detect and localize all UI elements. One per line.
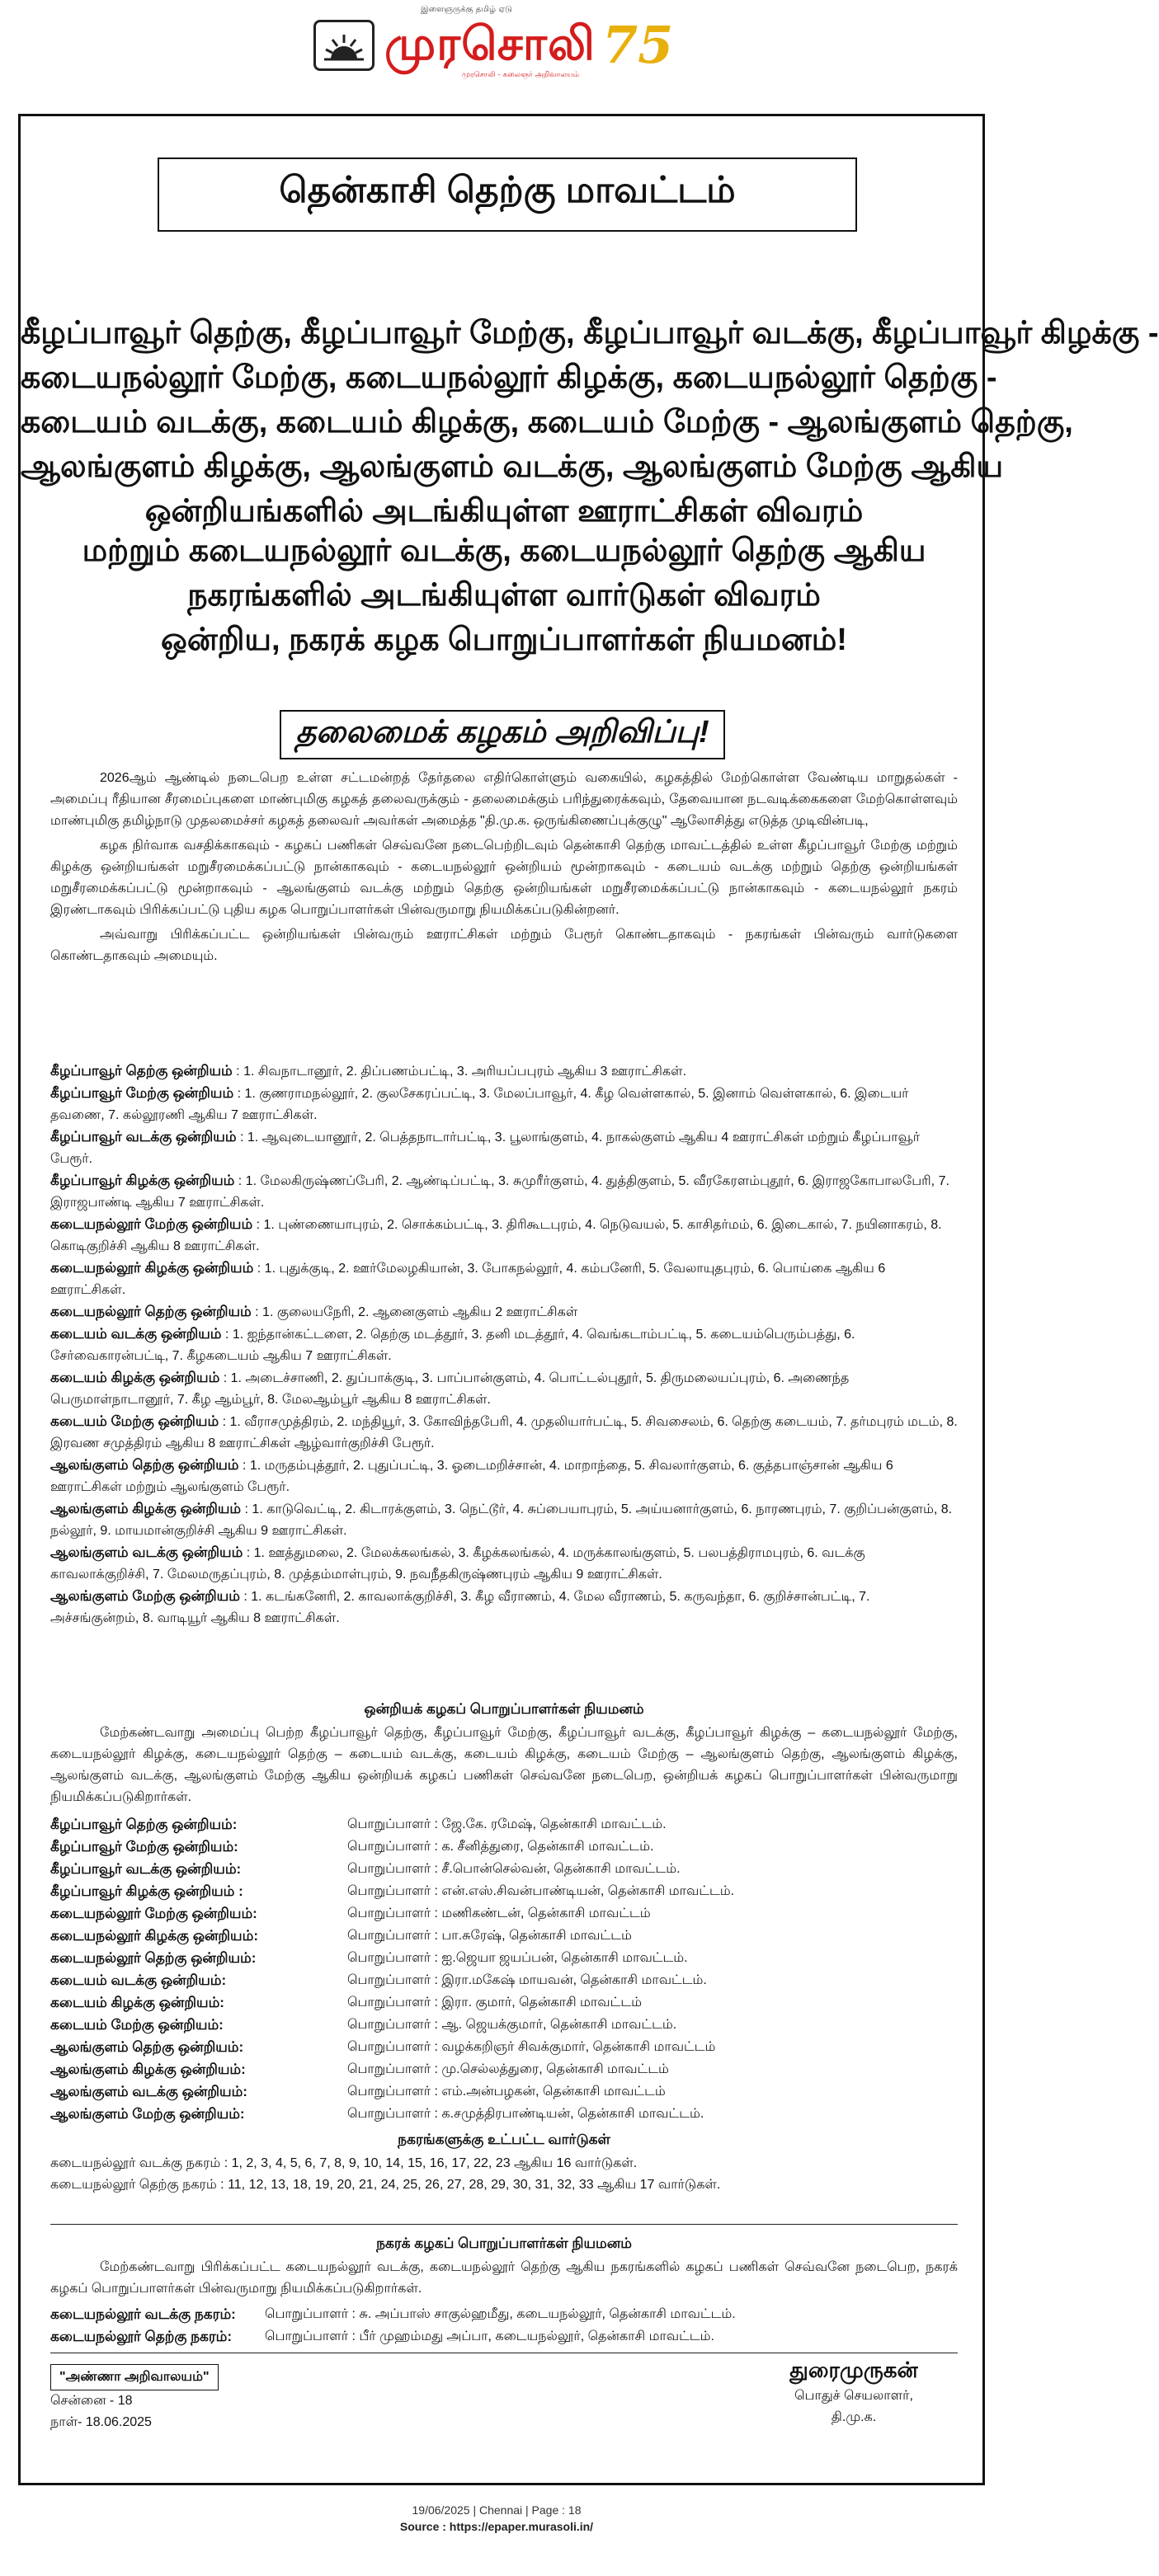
- appointment-person: பொறுப்பாளர் : இரா.மகேஷ் மாயவன், தென்காசி மாவட்டம்.: [347, 1973, 707, 1987]
- masthead-tagline: இளைஞருக்கு தமிழ் ஏடு: [421, 5, 512, 14]
- union-appointments-intro: மேற்கண்டவாறு அமைப்பு பெற்ற கீழப்பாவூர் தெற்கு, கீழப்பாவூர் மேற்கு, கீழப்பாவூர் வடக்கு, கீழப்பாவூர் கிழக்கு – கடையநல்லூர் மேற்கு, கடையநல்லூர் கிழக்கு, கடையநல்லூர் தெற்கு – கடையம் வடக்கு, கடையம் கிழக்கு, கடையம் மேற்கு – ஆலங்குளம் தெற்கு, ஆலங்குளம் கிழக்கு, ஆலங்குளம் வடக்கு, ஆலங்குளம் மேற்கு ஆகிய ஒன்றியக் கழகப் பணிகள் செவ்வனே நடைபெற, ஒன்றியக் கழகப் பொறுப்பாளர்கள் பின்வருமாறு நியமிக்கப்படுகிறார்கள்.: [50, 1726, 958, 1804]
- appointment-row: [50, 1836, 958, 1858]
- union-name: கடையநல்லூர் மேற்கு ஒன்றியம்: [50, 1216, 253, 1232]
- headline-line: ஆலங்குளம் கிழக்கு, ஆலங்குளம் வடக்கு, ஆலங்குளம் மேற்கு ஆகிய: [21, 449, 1004, 484]
- union-appointments-title: ஒன்றியக் கழகப் பொறுப்பாளர்கள் நியமனம்: [364, 1701, 644, 1717]
- appointment-union: கீழப்பாவூர் கிழக்கு ஒன்றியம் :: [50, 1883, 243, 1899]
- union-panchayats: : 1. வீராசமுத்திரம், 2. மந்தியூர், 3. கோவிந்தபேரி, 4. முதலியார்பட்டி, 5. சிவசைலம், 6. தெற்கு கடையம், 7. தர்மபுரம் மடம், 8. இரவண சமுத்திரம் ஆகிய 8 ஊராட்சிகள் ஆழ்வார்குறிச்சி பேரூர்.: [50, 1415, 958, 1450]
- union-name: ஆலங்குளம் வடக்கு ஒன்றியம்: [50, 1544, 243, 1560]
- source-link[interactable]: Source : https://epaper.murasoli.in/: [399, 2520, 594, 2533]
- union-entry: [50, 1170, 958, 1214]
- appointment-union: ஆலங்குளம் வடக்கு ஒன்றியம்:: [50, 2084, 247, 2099]
- union-name: கீழப்பாவூர் வடக்கு ஒன்றியம்: [50, 1129, 237, 1145]
- appointment-person: பொறுப்பாளர் : பா.சுரேஷ், தென்காசி மாவட்டம்: [347, 1929, 632, 1943]
- appointment-row: [50, 2303, 958, 2325]
- union-appointments-list: [50, 1813, 958, 2125]
- town-appointments-list: [50, 2303, 958, 2348]
- union-panchayats: : 1. சிவநாடானூர், 2. திப்பணம்பட்டி, 3. அரியப்பபுரம் ஆகிய 3 ஊராட்சிகள்.: [232, 1065, 687, 1079]
- union-panchayats: : 1. அடைச்சாணி, 2. துப்பாக்குடி, 3. பாப்பான்குளம், 4. பொட்டல்புதூர், 5. திருமலையப்புரம், 6. அணைந்த பெருமாள்நாடானூர், 7. கீழ ஆம்பூர், 8. மேலஆம்பூர் ஆகிய 8 ஊராட்சிகள்.: [50, 1371, 850, 1407]
- logo-subtitle: முரசொலி - கலைஞர் அறிவாலயம்: [462, 71, 579, 79]
- appointment-person: பொறுப்பாளர் : க. சீனித்துரை, தென்காசி மாவட்டம்.: [347, 1840, 654, 1854]
- appointment-town: கடையநல்லூர் வடக்கு நகரம்:: [50, 2306, 236, 2322]
- union-panchayat-list: [50, 1060, 958, 1629]
- appointment-row: [50, 2058, 958, 2080]
- appointment-union: ஆலங்குளம் தெற்கு ஒன்றியம்:: [50, 2039, 244, 2055]
- union-name: கீழப்பாவூர் தெற்கு ஒன்றியம்: [50, 1063, 233, 1079]
- town-appointments-intro-block: [50, 2257, 958, 2303]
- ward-list: [50, 2153, 958, 2196]
- union-entry: [50, 1367, 958, 1411]
- union-panchayats: : 1. புதுக்குடி, 2. ஊர்மேலழகியான், 3. போகநல்லூர், 4. கம்பனேரி, 5. வேலாயுதபுரம், 6. பொய்கை ஆகிய 6 ஊராட்சிகள்.: [50, 1262, 886, 1297]
- union-name: கடையநல்லூர் கிழக்கு ஒன்றியம்: [50, 1260, 254, 1276]
- headline-towns: [21, 529, 987, 662]
- appointment-person: பொறுப்பாளர் : மணிகண்டன், தென்காசி மாவட்டம்: [347, 1906, 651, 1920]
- headline-unions: [21, 311, 1159, 534]
- appointment-person: பொறுப்பாளர் : என்.எஸ்.சிவன்பாண்டியன், தென்காசி மாவட்டம்.: [347, 1884, 735, 1898]
- appointment-union: கடையம் கிழக்கு ஒன்றியம்:: [50, 1995, 224, 2010]
- wards-title: நகரங்களுக்கு உட்பட்ட வார்டுகள்: [398, 2132, 610, 2147]
- headline-line: நகரங்களில் அடங்கியுள்ள வார்டுகள் விவரம்: [187, 578, 821, 613]
- ward-entry: கடையநல்லூர் வடக்கு நகரம் : 1, 2, 3, 4, 5, 6, 7, 8, 9, 10, 14, 15, 16, 17, 22, 23 ஆகிய 16 வார்டுகள்.: [50, 2156, 638, 2170]
- appointment-row: [50, 1991, 958, 2014]
- intro-paragraph: அவ்வாறு பிரிக்கப்பட்ட ஒன்றியங்கள் பின்வரும் ஊராட்சிகள் மற்றும் பேரூர் கொண்டதாகவும் - நகரங்கள் பின்வரும் வார்டுகளை கொண்டதாகவும் அமையும்.: [50, 928, 958, 963]
- intro-section: [50, 768, 958, 971]
- union-entry: [50, 1126, 958, 1170]
- union-entry: [50, 1083, 958, 1126]
- appointment-town: கடையநல்லூர் தெற்கு நகரம்:: [50, 2329, 233, 2344]
- appointment-row: [50, 1858, 958, 1880]
- anniversary-number: 75: [602, 15, 674, 75]
- appointment-union: கடையநல்லூர் தெற்கு ஒன்றியம்:: [50, 1950, 257, 1966]
- appointment-row: [50, 2014, 958, 2036]
- union-panchayats: : 1. காடுவெட்டி, 2. கிடாரக்குளம், 3. நெட்டூர், 4. சுப்பையாபுரம், 5. அய்யனார்குளம், 6. நாரணபுரம், 7. குறிப்பன்குளம், 8. நல்லூர், 9. மாயமான்குறிச்சி ஆகிய 9 ஊராட்சிகள்.: [50, 1502, 953, 1538]
- announcement-frame: [18, 114, 1159, 2485]
- page-info: 19/06/2025 | Chennai | Page : 18: [412, 2503, 582, 2517]
- headline-line: மற்றும் கடையநல்லூர் வடக்கு, கடையநல்லூர் தெற்கு ஆகிய: [82, 534, 926, 568]
- union-entry: [50, 1455, 958, 1498]
- appointment-row: [50, 1902, 958, 1925]
- union-entry: [50, 1323, 958, 1367]
- union-entry: [50, 1257, 958, 1301]
- appointment-union: கடையம் வடக்கு ஒன்றியம்:: [50, 1972, 227, 1988]
- appointment-person: பொறுப்பாளர் : சீ.பொன்செல்வன், தென்காசி மாவட்டம்.: [347, 1862, 681, 1876]
- appointment-union: கீழப்பாவூர் மேற்கு ஒன்றியம்:: [50, 1839, 238, 1854]
- union-name: ஆலங்குளம் மேற்கு ஒன்றியம்: [50, 1588, 240, 1604]
- union-panchayats: : 1. குணராமநல்லூர், 2. குலசேகரப்பட்டி, 3. மேலப்பாவூர், 4. கீழ வெள்ளகால், 5. இனாம் வெள்ளகால், 6. இடையர் தவணை, 7. கல்லூரணி ஆகிய 7 ஊராட்சிகள்.: [50, 1087, 909, 1122]
- headline-line: ஒன்றிய, நகரக் கழக பொறுப்பாளர்கள் நியமனம்!: [161, 623, 847, 657]
- signatory-org: தி.மு.க.: [831, 2410, 877, 2424]
- union-panchayats: : 1. புண்ணையாபுரம், 2. சொக்கம்பட்டி, 3. திரிகூடபுரம், 4. நெடுவயல், 5. காசிதர்மம், 6. இடைகால், 7. நயினாகரம், 8. கொடிகுறிச்சி ஆகிய 8 ஊராட்சிகள்.: [50, 1218, 942, 1253]
- union-panchayats: : 1. கடங்கனேரி, 2. காவலாக்குறிச்சி, 3. கீழ வீராணம், 4. மேல வீராணம், 5. கருவந்தா, 6. குறிச்சான்பட்டி, 7. அச்சங்குன்றம், 8. வாடியூர் ஆகிய 8 ஊராட்சிகள்.: [50, 1590, 870, 1625]
- union-entry: [50, 1301, 958, 1323]
- ward-entry: கடையநல்லூர் தெற்கு நகரம் : 11, 12, 13, 18, 19, 20, 21, 24, 25, 26, 27, 28, 29, 30, 31, 32, 33 ஆகிய 17 வார்டுகள்.: [50, 2178, 721, 2192]
- appointment-person: பொறுப்பாளர் : பீர் முஹம்மது அப்பா, கடையநல்லூர், தென்காசி மாவட்டம்.: [265, 2329, 714, 2343]
- town-appointments-intro: மேற்கண்டவாறு பிரிக்கப்பட்ட கடையநல்லூர் வடக்கு, கடையநல்லூர் தெற்கு ஆகிய நகரங்களில் கழகப் பணிகள் செவ்வனே நடைபெற, நகரக் கழகப் பொறுப்பாளர்கள் பின்வருமாறு நியமிக்கப்படுகிறார்கள்.: [50, 2260, 958, 2296]
- union-appointments-intro-block: [50, 1723, 958, 1812]
- appointment-person: பொறுப்பாளர் : இரா. குமார், தென்காசி மாவட்டம்: [347, 1995, 642, 2010]
- newspaper-logo[interactable]: [313, 15, 676, 81]
- union-entry: [50, 1498, 958, 1542]
- union-panchayats: : 1. மேலகிருஷ்ணப்பேரி, 2. ஆண்டிப்பட்டி, 3. சுமுரீர்குளம், 4. துத்திகுளம், 5. வீரகேரளம்புதூர், 6. இராஜகோபாலபேரி, 7. இராஜபாண்டி ஆகிய 7 ஊராட்சிகள்.: [50, 1174, 949, 1210]
- appointment-union: ஆலங்குளம் கிழக்கு ஒன்றியம்:: [50, 2061, 246, 2077]
- union-entry: [50, 1060, 958, 1083]
- notice-date: நாள்- 18.06.2025: [50, 2415, 152, 2429]
- appointment-person: பொறுப்பாளர் : க.சமுத்திரபாண்டியன், தென்காசி மாவட்டம்.: [347, 2107, 704, 2121]
- logo-text: முரசொலி: [384, 16, 596, 71]
- union-panchayats: : 1. ஊத்துமலை, 2. மேலக்கலங்கல், 3. கீழக்கலங்கல், 4. மருக்காலங்குளம், 5. பலபத்திராமபுரம், 6. வடக்கு காவலாக்குறிச்சி, 7. மேலமருதப்புரம், 8. முத்தம்மாள்புரம், 9. நவநீதகிருஷ்ணபுரம் ஆகிய 9 ஊராட்சிகள்.: [50, 1546, 865, 1582]
- union-panchayats: : 1. மருதம்புத்தூர், 2. புதுப்பட்டி, 3. ஓடைமறிச்சான், 4. மாறாந்தை, 5. சிவலார்குளம், 6. குத்தபாஞ்சான் ஆகிய 6 ஊராட்சிகள் மற்றும் ஆலங்குளம் பேரூர்.: [50, 1459, 893, 1494]
- appointment-union: ஆலங்குளம் மேற்கு ஒன்றியம்:: [50, 2106, 245, 2122]
- appointment-row: [50, 1969, 958, 1991]
- union-entry: [50, 1411, 958, 1455]
- headline-line: ஒன்றியங்களில் அடங்கியுள்ள ஊராட்சிகள் விவரம்: [144, 494, 864, 529]
- appointment-person: பொறுப்பாளர் : எம்.அன்பழகன், தென்காசி மாவட்டம்: [347, 2085, 666, 2099]
- union-name: கடையம் மேற்கு ஒன்றியம்: [50, 1413, 219, 1429]
- union-name: கடையநல்லூர் தெற்கு ஒன்றியம்: [50, 1304, 252, 1319]
- appointment-person: பொறுப்பாளர் : மு.செல்லத்துரை, தென்காசி மாவட்டம்: [347, 2062, 669, 2076]
- union-name: ஆலங்குளம் தெற்கு ஒன்றியம்: [50, 1457, 239, 1473]
- signatory-name: துரைமுருகன்: [789, 2357, 918, 2382]
- appointment-union: கீழப்பாவூர் வடக்கு ஒன்றியம்:: [50, 1861, 242, 1877]
- union-name: கீழப்பாவூர் மேற்கு ஒன்றியம்: [50, 1085, 234, 1101]
- union-panchayats: : 1. ஐந்தான்கட்டளை, 2. தெற்கு மடத்தூர், 3. தனி மடத்தூர், 4. வெங்கடாம்பட்டி, 5. கடையம்பெரும்பத்து, 6. சேர்வைகாரன்பட்டி, 7. கீழகடையம் ஆகிய 7 ஊராட்சிகள்.: [50, 1328, 855, 1363]
- union-panchayats: : 1. ஆவுடையானூர், 2. பெத்தநாடார்பட்டி, 3. பூலாங்குளம், 4. நாகல்குளம் ஆகிய 4 ஊராட்சிகள் மற்றும் கீழப்பாவூர் பேரூர்.: [50, 1131, 921, 1166]
- district-title: தென்காசி தெற்கு மாவட்டம்: [279, 170, 736, 210]
- headline-line: கடையநல்லூர் மேற்கு, கடையநல்லூர் கிழக்கு, கடையநல்லூர் தெற்கு -: [21, 360, 997, 395]
- signature-block: [763, 2354, 945, 2428]
- appointment-union: கடையம் மேற்கு ஒன்றியம்:: [50, 2017, 224, 2033]
- rising-sun-emblem-icon: [313, 20, 375, 71]
- union-entry: [50, 1214, 958, 1257]
- appointment-row: [50, 2080, 958, 2103]
- appointment-row: [50, 1880, 958, 1902]
- appointment-person: பொறுப்பாளர் : ஐ.ஜெயா ஜயப்பன், தென்காசி மாவட்டம்.: [347, 1951, 688, 1965]
- appointment-row: [50, 2325, 958, 2348]
- appointment-person: பொறுப்பாளர் : வழக்கறிஞர் சிவக்குமார், தென்காசி மாவட்டம்: [347, 2040, 716, 2054]
- headline-line: கடையம் வடக்கு, கடையம் கிழக்கு, கடையம் மேற்கு - ஆலங்குளம் தெற்கு,: [21, 405, 1073, 440]
- page-footer: [0, 2502, 993, 2535]
- masthead: [0, 0, 993, 91]
- intro-paragraph: 2026ஆம் ஆண்டில் நடைபெற உள்ள சட்டமன்றத் தேர்தலை எதிர்கொள்ளும் வகையில், கழகத்தில் மேற்கொள்ள வேண்டிய மாறுதல்கள் - அமைப்பு ரீதியான சீரமைப்புகளை மாண்புமிகு கழகத் தலைவருக்கும் - தலைமைக்கும் பரிந்துரைக்கவும், தேவையான நடவடிக்கைகளை மேற்கொள்ளவும் மாண்புமிகு தமிழ்நாடு முதலமைச்சர் கழகத் தலைவர் அவர்கள் அமைத்த "தி.மு.க. ஒருங்கிணைப்புக்குழு" ஆலோசித்து எடுத்த முடிவின்படி,: [50, 771, 958, 828]
- appointment-row: [50, 1925, 958, 1947]
- appointment-union: கடையநல்லூர் கிழக்கு ஒன்றியம்:: [50, 1928, 258, 1944]
- signatory-title: பொதுச் செயலாளர்,: [794, 2389, 913, 2403]
- union-entry: [50, 1542, 958, 1586]
- appointment-row: [50, 1947, 958, 1969]
- union-name: ஆலங்குளம் கிழக்கு ஒன்றியம்: [50, 1501, 242, 1516]
- headline-line: கீழப்பாவூர் தெற்கு, கீழப்பாவூர் மேற்கு, கீழப்பாவூர் வடக்கு, கீழப்பாவூர் கிழக்கு -: [21, 316, 1159, 350]
- appointment-row: [50, 2036, 958, 2058]
- appointment-row: [50, 2103, 958, 2125]
- intro-paragraph: கழக நிர்வாக வசதிக்காகவும் - கழகப் பணிகள் செவ்வனே நடைபெற்றிடவும் தென்காசி தெற்கு மாவட்டத்தில் உள்ள கீழப்பாவூர் மேற்கு மற்றும் கிழக்கு ஒன்றியங்கள் மறுசீரமைக்கப்பட்டு நான்காகவும் - கடையநல்லூர் ஒன்றியம் மூன்றாகவும் - கடையம் வடக்கு மற்றும் தெற்கு ஒன்றியங்கள் மறுசீரமைக்கப்பட்டு மூன்றாகவும் - ஆலங்குளம் வடக்கு மற்றும் தெற்கு ஒன்றியங்கள் மறுசீரமைக்கப்பட்டு நான்காகவும் - கடையநல்லூர் நகரம் இரண்டாகவும் பிரிக்கப்பட்டு புதிய கழக பொறுப்பாளர்கள் பின்வருமாறு நியமிக்கப்படுகின்றனர்.: [50, 839, 958, 917]
- appointment-person: பொறுப்பாளர் : ஆ. ஜெயக்குமார், தென்காசி மாவட்டம்.: [347, 2018, 677, 2032]
- appointment-union: கடையநல்லூர் மேற்கு ஒன்றியம்:: [50, 1906, 257, 1921]
- appointment-person: பொறுப்பாளர் : ஜே.கே. ரமேஷ், தென்காசி மாவட்டம்.: [347, 1817, 667, 1831]
- union-name: கடையம் கிழக்கு ஒன்றியம்: [50, 1370, 220, 1385]
- appointment-person: பொறுப்பாளர் : சு. அப்பாஸ் சாகுல்ஹமீது, கடையநல்லூர், தென்காசி மாவட்டம்.: [265, 2307, 736, 2321]
- divider: [50, 2224, 958, 2225]
- union-name: கீழப்பாவூர் கிழக்கு ஒன்றியம்: [50, 1173, 235, 1188]
- office-name: "அண்ணா அறிவாலயம்": [50, 2364, 219, 2390]
- district-title-box: [158, 157, 857, 232]
- office-city: சென்னை - 18: [50, 2394, 133, 2408]
- union-entry: [50, 1586, 958, 1629]
- appointment-union: கீழப்பாவூர் தெற்கு ஒன்றியம்:: [50, 1817, 238, 1832]
- union-name: கடையம் வடக்கு ஒன்றியம்: [50, 1326, 222, 1342]
- appointment-row: [50, 1813, 958, 1836]
- issuing-office: [50, 2364, 219, 2433]
- town-appointments-title: நகரக் கழகப் பொறுப்பாளர்கள் நியமனம்: [376, 2235, 632, 2251]
- head-office-notice-title: தலைமைக் கழகம் அறிவிப்பு!: [280, 710, 725, 759]
- union-panchayats: : 1. குலையநேரி, 2. ஆனைகுளம் ஆகிய 2 ஊராட்சிகள்: [251, 1305, 578, 1319]
